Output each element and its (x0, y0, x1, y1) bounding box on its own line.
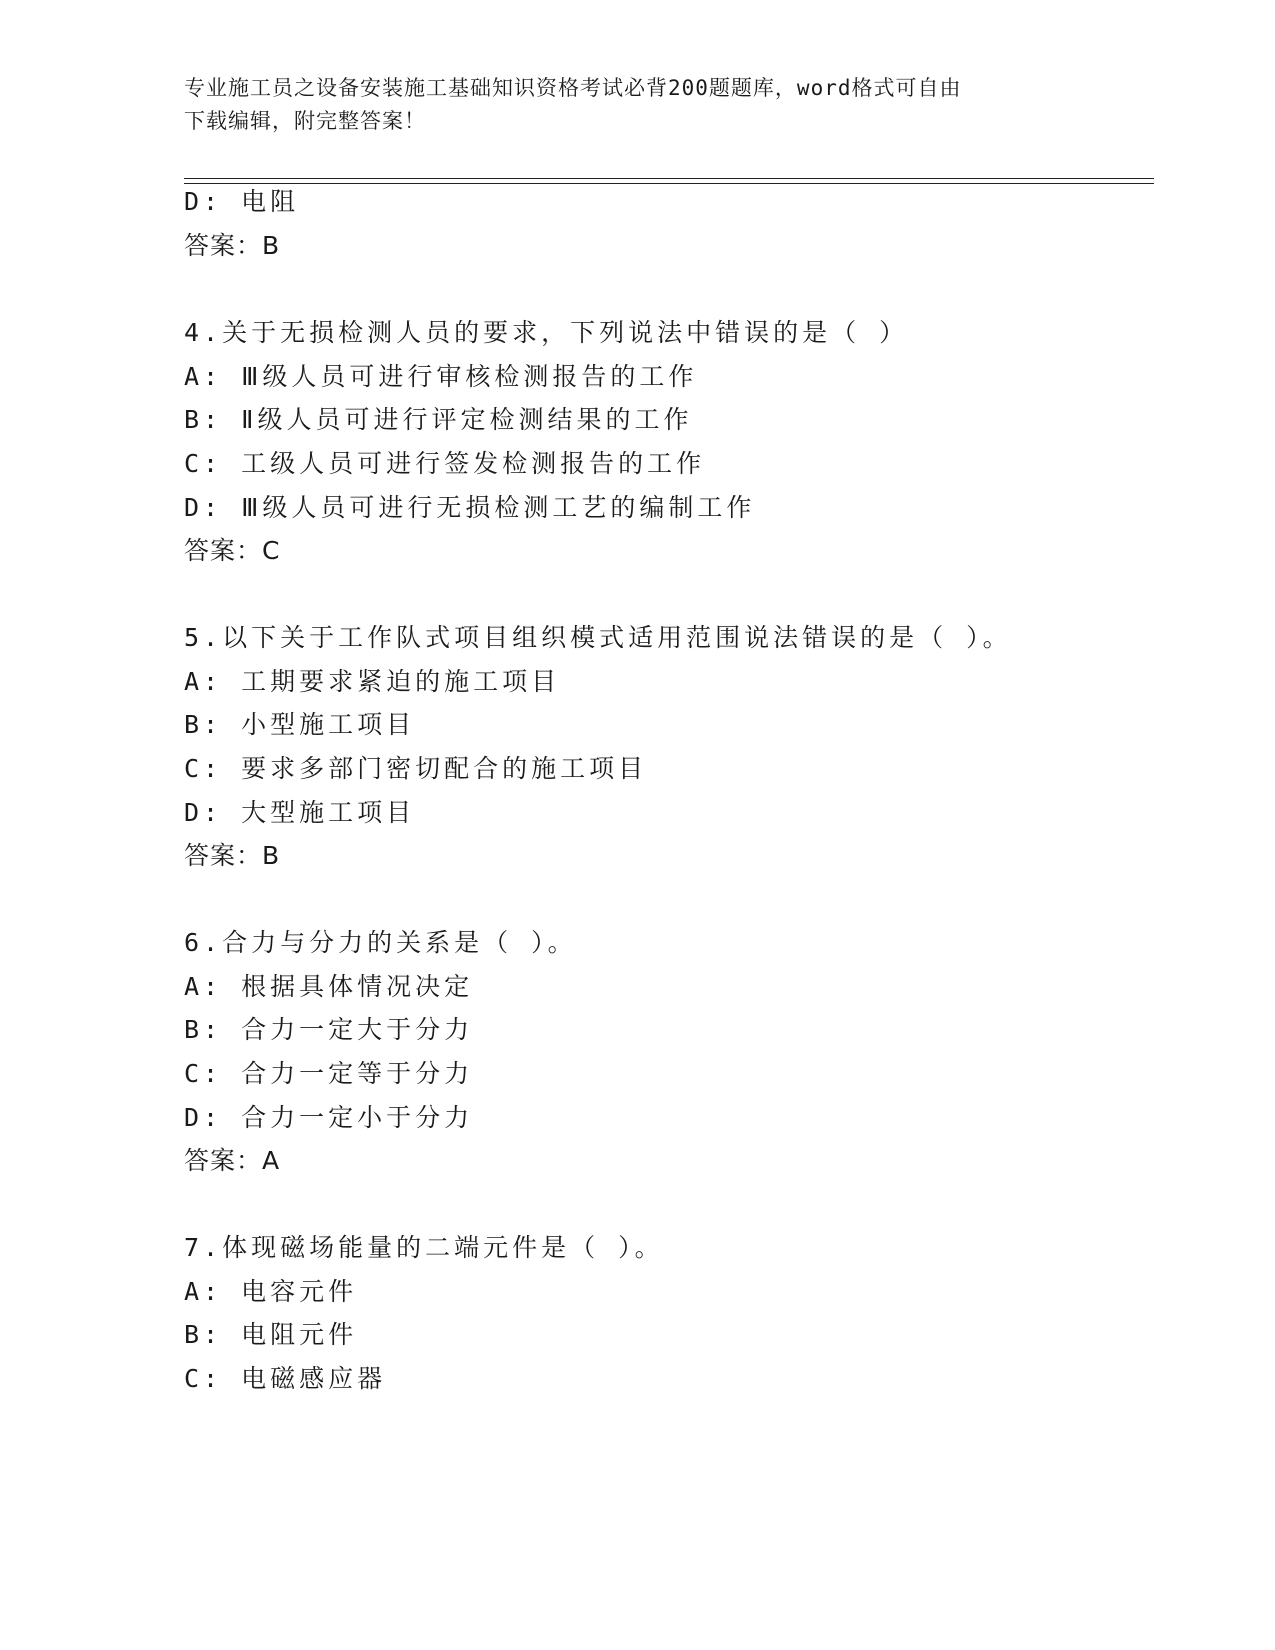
header-divider-top (184, 178, 1154, 179)
q5-option-d: D: 大型施工项目 (184, 798, 416, 827)
header-title-line-2: 下载编辑，附完整答案！ (184, 109, 426, 133)
q3-option-d: D: 电阻 (184, 187, 300, 216)
q6-option-a: A: 根据具体情况决定 (184, 972, 474, 1001)
q7-option-a: A: 电容元件 (184, 1277, 358, 1306)
document-header (184, 72, 1064, 138)
q6-option-b: B: 合力一定大于分力 (184, 1015, 474, 1044)
q4-option-b: B: Ⅱ级人员可进行评定检测结果的工作 (184, 405, 693, 434)
q3-answer: 答案：B (184, 231, 281, 260)
q6-option-c: C: 合力一定等于分力 (184, 1059, 474, 1088)
q7-option-b: B: 电阻元件 (184, 1320, 358, 1349)
q5-answer: 答案：B (184, 841, 281, 870)
q5-option-b: B: 小型施工项目 (184, 710, 416, 739)
q6-stem: 6.合力与分力的关系是（ ）。 (184, 928, 577, 957)
q4-option-d: D: Ⅲ级人员可进行无损检测工艺的编制工作 (184, 493, 756, 522)
q6-option-d: D: 合力一定小于分力 (184, 1103, 474, 1132)
q4-answer: 答案：C (184, 536, 281, 565)
q7-stem: 7.体现磁场能量的二端元件是（ ）。 (184, 1233, 664, 1262)
q4-stem: 4.关于无损检测人员的要求，下列说法中错误的是（ ） (184, 318, 909, 347)
q5-stem: 5.以下关于工作队式项目组织模式适用范围说法错误的是（ ）。 (184, 623, 1012, 652)
q4-option-a: A: Ⅲ级人员可进行审核检测报告的工作 (184, 362, 698, 391)
header-divider-bottom (184, 183, 1154, 184)
header-title-line-1: 专业施工员之设备安装施工基础知识资格考试必背200题题库，word格式可自由 (184, 76, 962, 100)
q6-answer: 答案：A (184, 1146, 281, 1175)
q5-option-a: A: 工期要求紧迫的施工项目 (184, 667, 561, 696)
q5-option-c: C: 要求多部门密切配合的施工项目 (184, 754, 648, 783)
q7-option-c: C: 电磁感应器 (184, 1364, 387, 1393)
q4-option-c: C: 工级人员可进行签发检测报告的工作 (184, 449, 706, 478)
